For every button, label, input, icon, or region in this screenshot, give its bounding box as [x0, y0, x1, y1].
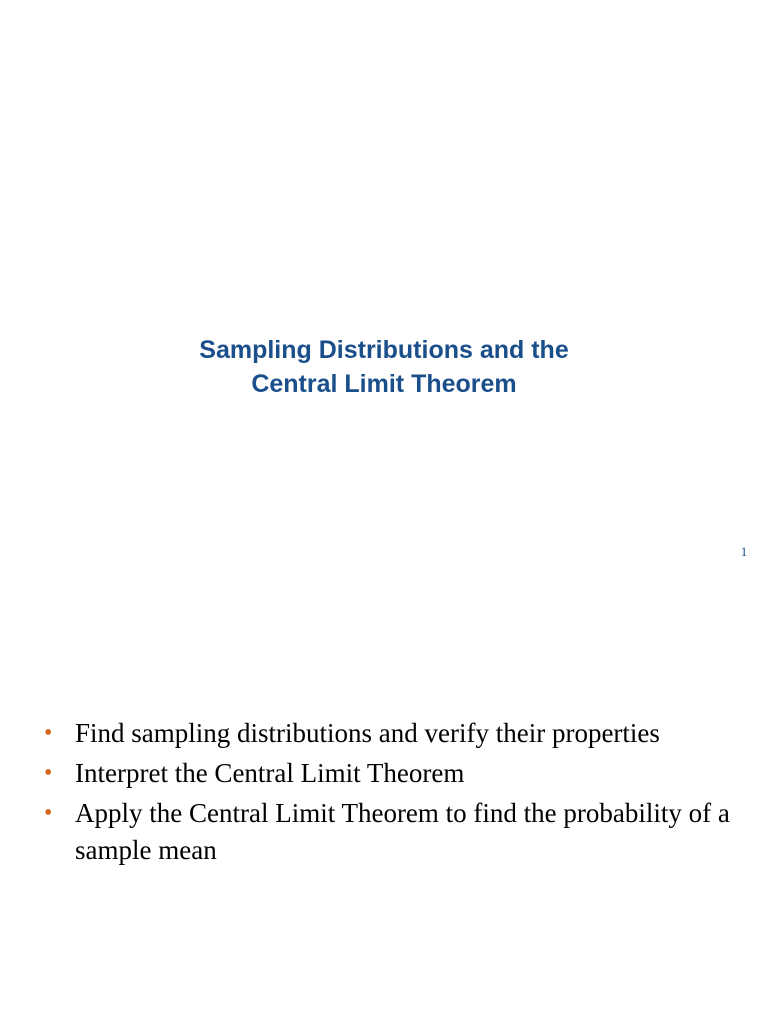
bullet-list	[40, 715, 740, 872]
bullet-text: Apply the Central Limit Theorem to find the probability of a sample mean	[75, 798, 730, 865]
slide-title-line-2: Central Limit Theorem	[251, 370, 517, 398]
bullet-item	[40, 795, 740, 869]
slide-title-line-1: Sampling Distributions and the	[199, 336, 569, 364]
objectives-slide	[0, 580, 768, 1024]
bullet-text: Interpret the Central Limit Theorem	[75, 758, 465, 788]
slide-title	[0, 333, 768, 401]
bullet-item	[40, 715, 740, 752]
slide-number: 1	[740, 544, 748, 559]
bullet-text: Find sampling distributions and verify their properties	[75, 718, 660, 748]
bullet-item	[40, 755, 740, 792]
bullet-marker-icon: •	[44, 760, 53, 786]
bullet-marker-icon: •	[44, 720, 53, 746]
bullet-marker-icon: •	[44, 800, 53, 826]
